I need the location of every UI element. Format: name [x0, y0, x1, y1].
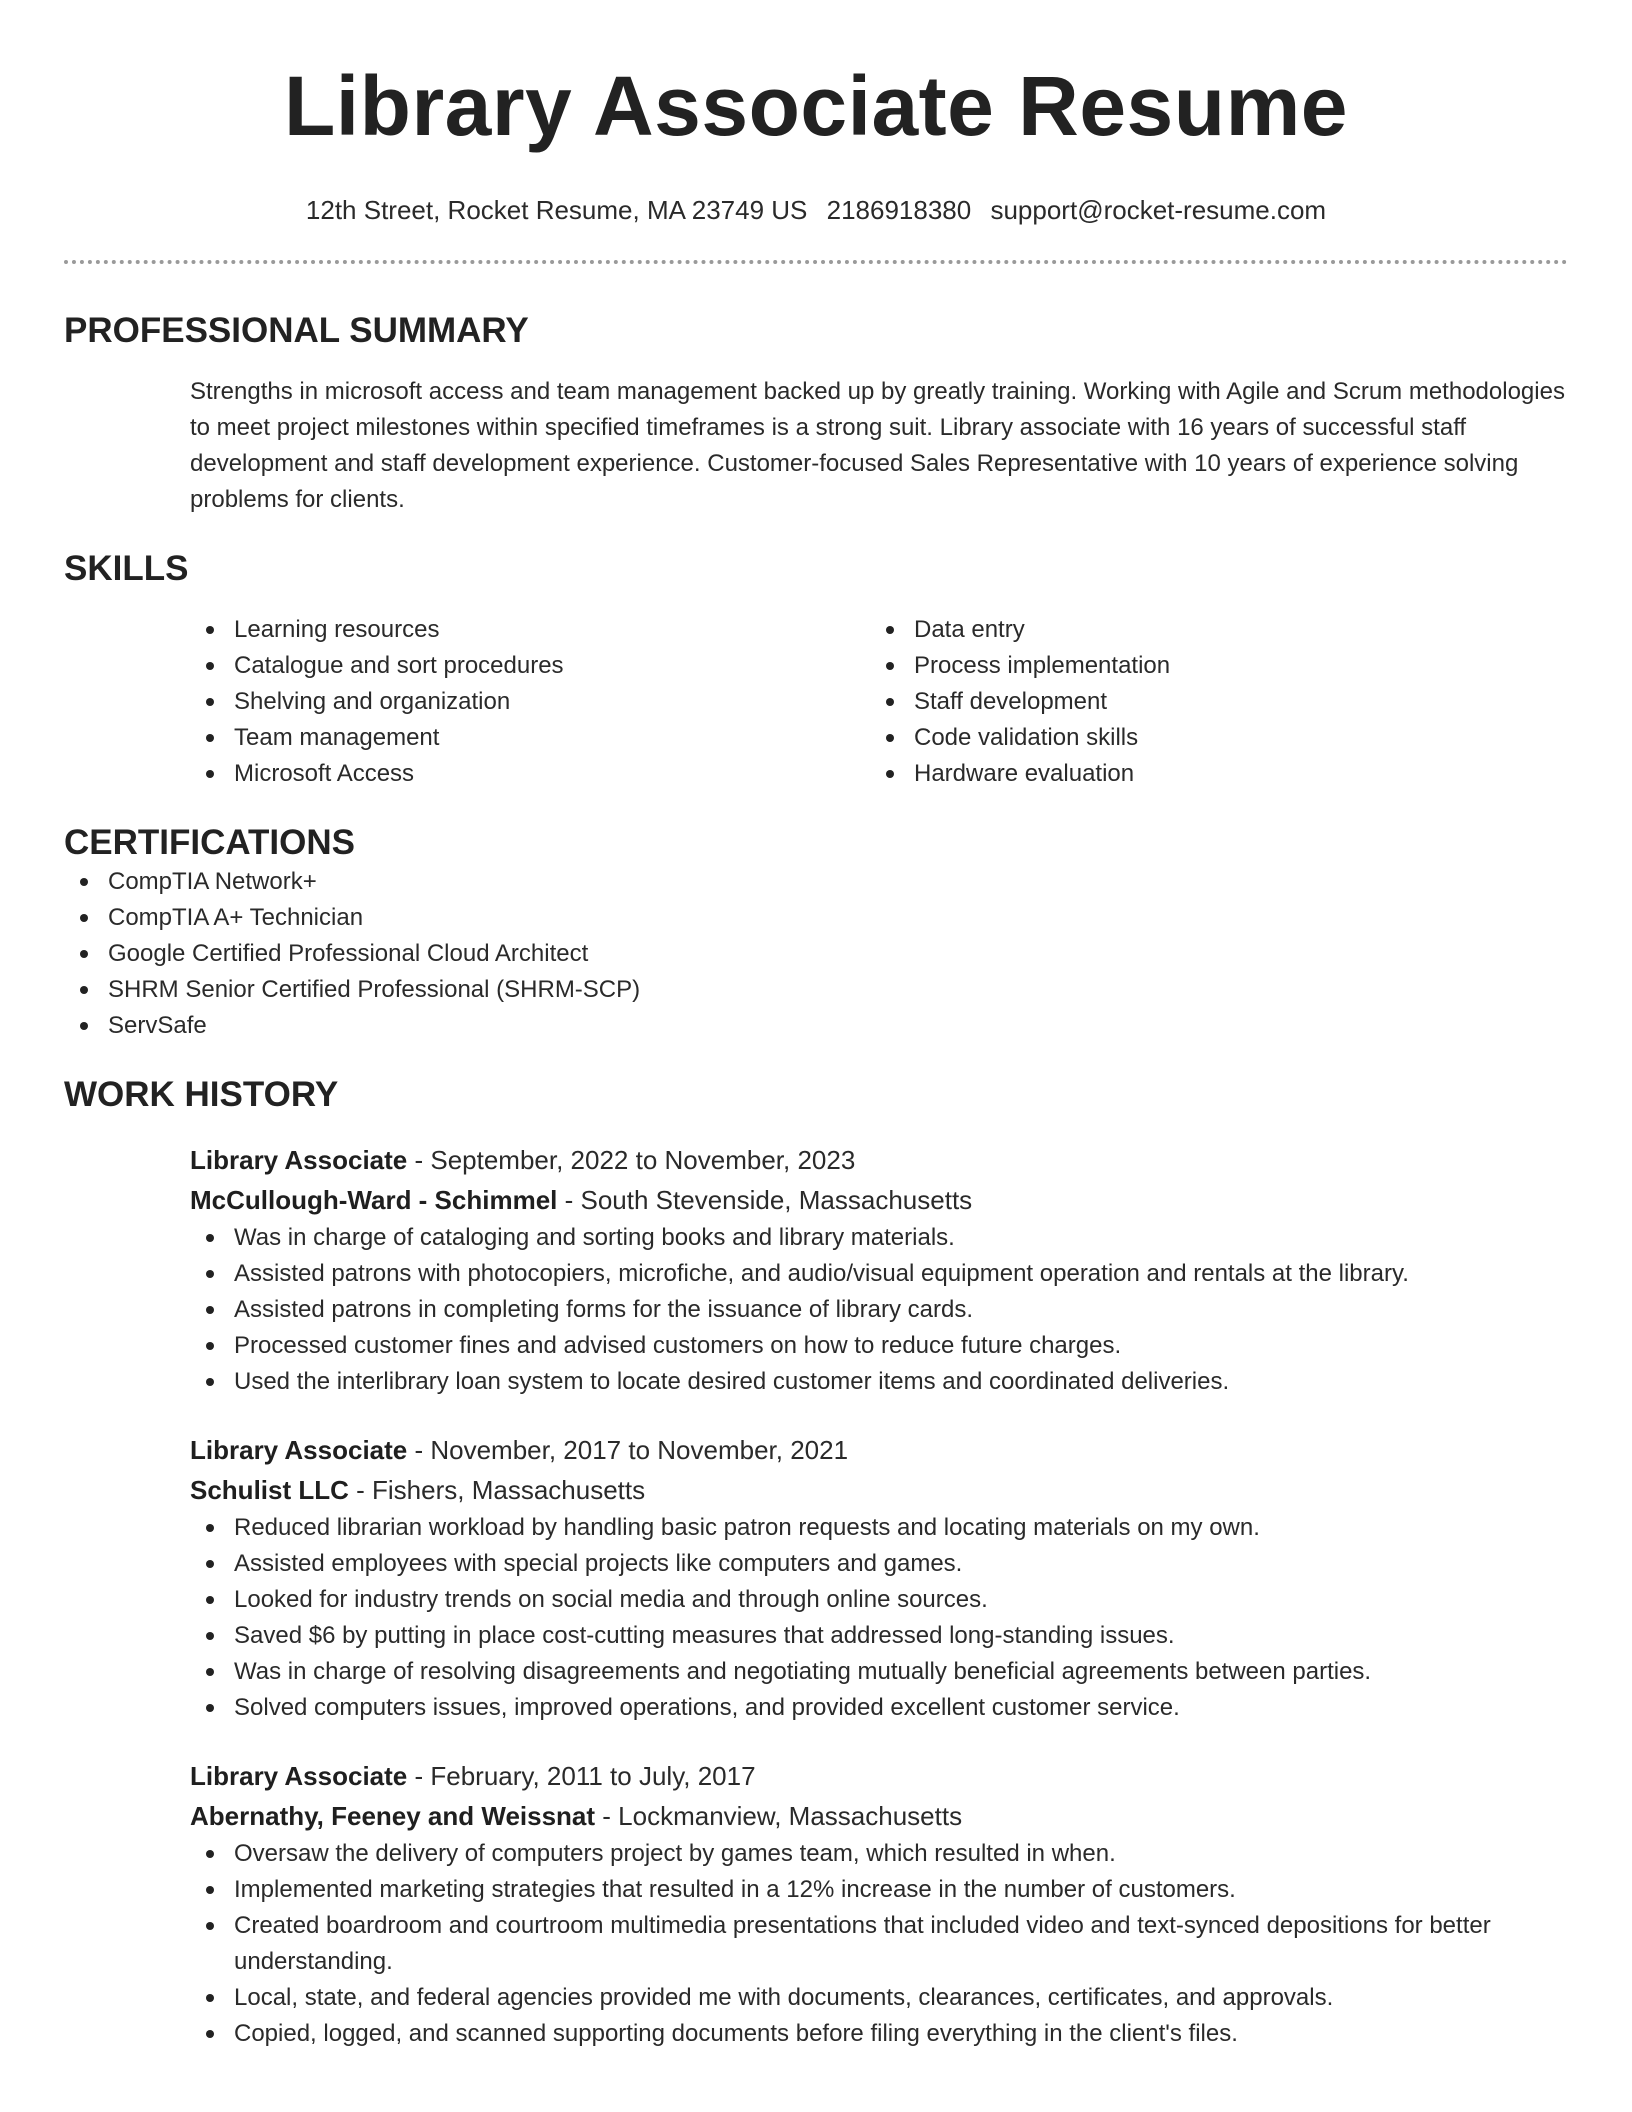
job-bullet: Was in charge of cataloging and sorting books and library materials.	[190, 1220, 1568, 1256]
job-bullet: Solved computers issues, improved operations, and provided excellent customer service.	[190, 1690, 1568, 1726]
header-divider	[64, 260, 1568, 264]
skill-item: Team management	[190, 720, 870, 756]
contact-line	[64, 194, 1568, 226]
skill-item: Process implementation	[870, 648, 1550, 684]
skill-item: Shelving and organization	[190, 684, 870, 720]
job-bullet: Copied, logged, and scanned supporting documents before filing everything in the client's files.	[190, 2016, 1568, 2052]
job-bullet: Saved $6 by putting in place cost-cutting measures that addressed long-standing issues.	[190, 1618, 1568, 1654]
job-entry	[190, 1140, 1568, 1400]
skills-grid	[190, 612, 1568, 792]
job-entry	[190, 1756, 1568, 2052]
job-company-line	[190, 1470, 1568, 1510]
job-title-line	[190, 1430, 1568, 1470]
job-bullet: Used the interlibrary loan system to locate desired customer items and coordinated deliveries.	[190, 1364, 1568, 1400]
job-title: Library Associate	[190, 1145, 408, 1175]
skill-item: Learning resources	[190, 612, 870, 648]
job-dates: November, 2017 to November, 2021	[430, 1435, 849, 1465]
certification-item: SHRM Senior Certified Professional (SHRM-SCP)	[64, 972, 1568, 1008]
job-bullet: Assisted patrons with photocopiers, microfiche, and audio/visual equipment operation and rentals at the library.	[190, 1256, 1568, 1292]
job-location: South Stevenside, Massachusetts	[580, 1185, 973, 1215]
skills-section	[64, 548, 1568, 792]
job-company-line	[190, 1796, 1568, 1836]
job-company: McCullough-Ward - Schimmel	[190, 1185, 558, 1215]
separator: -	[407, 1761, 431, 1791]
contact-phone: 2186918380	[826, 195, 972, 225]
contact-email: support@rocket-resume.com	[990, 195, 1327, 225]
skill-item: Code validation skills	[870, 720, 1550, 756]
job-bullet: Looked for industry trends on social media and through online sources.	[190, 1582, 1568, 1618]
job-bullet: Processed customer fines and advised customers on how to reduce future charges.	[190, 1328, 1568, 1364]
skill-item: Catalogue and sort procedures	[190, 648, 870, 684]
skill-item: Staff development	[870, 684, 1550, 720]
job-bullet: Was in charge of resolving disagreements and negotiating mutually beneficial agreements between parties.	[190, 1654, 1568, 1690]
skills-heading: SKILLS	[64, 549, 189, 588]
certification-item: ServSafe	[64, 1008, 1568, 1044]
certifications-heading: CERTIFICATIONS	[64, 823, 356, 862]
job-bullet: Implemented marketing strategies that resulted in a 12% increase in the number of customers.	[190, 1872, 1568, 1908]
job-bullet: Local, state, and federal agencies provided me with documents, clearances, certificates, and approvals.	[190, 1980, 1568, 2016]
work-history-section	[64, 1074, 1568, 2052]
summary-text: Strengths in microsoft access and team management backed up by greatly training. Working with Agile and Scrum methodologies to meet project milestones within specified timeframes is a strong suit. Library associate with 16 years of successful staff development and staff development experience. Customer-focused Sales Representative with 10 years of experience solving problems for clients.	[190, 378, 1565, 513]
job-bullet: Created boardroom and courtroom multimedia presentations that included video and text-synced depositions for better understanding.	[190, 1908, 1568, 1980]
job-company-line	[190, 1180, 1568, 1220]
certification-item: CompTIA Network+	[64, 864, 1568, 900]
separator: -	[595, 1801, 619, 1831]
certification-item: Google Certified Professional Cloud Architect	[64, 936, 1568, 972]
skills-column-right	[870, 612, 1550, 792]
job-entry	[190, 1430, 1568, 1726]
summary-heading: PROFESSIONAL SUMMARY	[64, 311, 529, 350]
job-location: Fishers, Massachusetts	[372, 1475, 646, 1505]
separator: -	[407, 1145, 431, 1175]
job-location: Lockmanview, Massachusetts	[618, 1801, 963, 1831]
job-bullet: Reduced librarian workload by handling basic patron requests and locating materials on my own.	[190, 1510, 1568, 1546]
job-title-line	[190, 1756, 1568, 1796]
job-bullet: Assisted patrons in completing forms for the issuance of library cards.	[190, 1292, 1568, 1328]
job-bullets	[190, 1220, 1568, 1400]
resume-title: Library Associate Resume	[283, 59, 1348, 153]
skill-item: Data entry	[870, 612, 1550, 648]
job-dates: February, 2011 to July, 2017	[430, 1761, 756, 1791]
job-bullet: Oversaw the delivery of computers project by games team, which resulted in when.	[190, 1836, 1568, 1872]
certifications-section	[64, 822, 1568, 1044]
summary-section	[64, 310, 1568, 518]
certification-item: CompTIA A+ Technician	[64, 900, 1568, 936]
job-bullet: Assisted employees with special projects like computers and games.	[190, 1546, 1568, 1582]
skill-item: Hardware evaluation	[870, 756, 1550, 792]
skill-item: Microsoft Access	[190, 756, 870, 792]
skills-column-left	[190, 612, 870, 792]
job-title-line	[190, 1140, 1568, 1180]
contact-address: 12th Street, Rocket Resume, MA 23749 US	[305, 195, 808, 225]
separator: -	[557, 1185, 581, 1215]
job-bullets	[190, 1836, 1568, 2052]
separator: -	[407, 1435, 431, 1465]
job-bullets	[190, 1510, 1568, 1726]
job-title: Library Associate	[190, 1761, 408, 1791]
separator: -	[348, 1475, 373, 1505]
certifications-list	[64, 864, 1568, 1044]
job-title: Library Associate	[190, 1435, 408, 1465]
job-company: Abernathy, Feeney and Weissnat	[190, 1801, 596, 1831]
work-history-heading: WORK HISTORY	[64, 1075, 339, 1114]
job-company: Schulist LLC	[190, 1475, 349, 1505]
job-dates: September, 2022 to November, 2023	[430, 1145, 856, 1175]
